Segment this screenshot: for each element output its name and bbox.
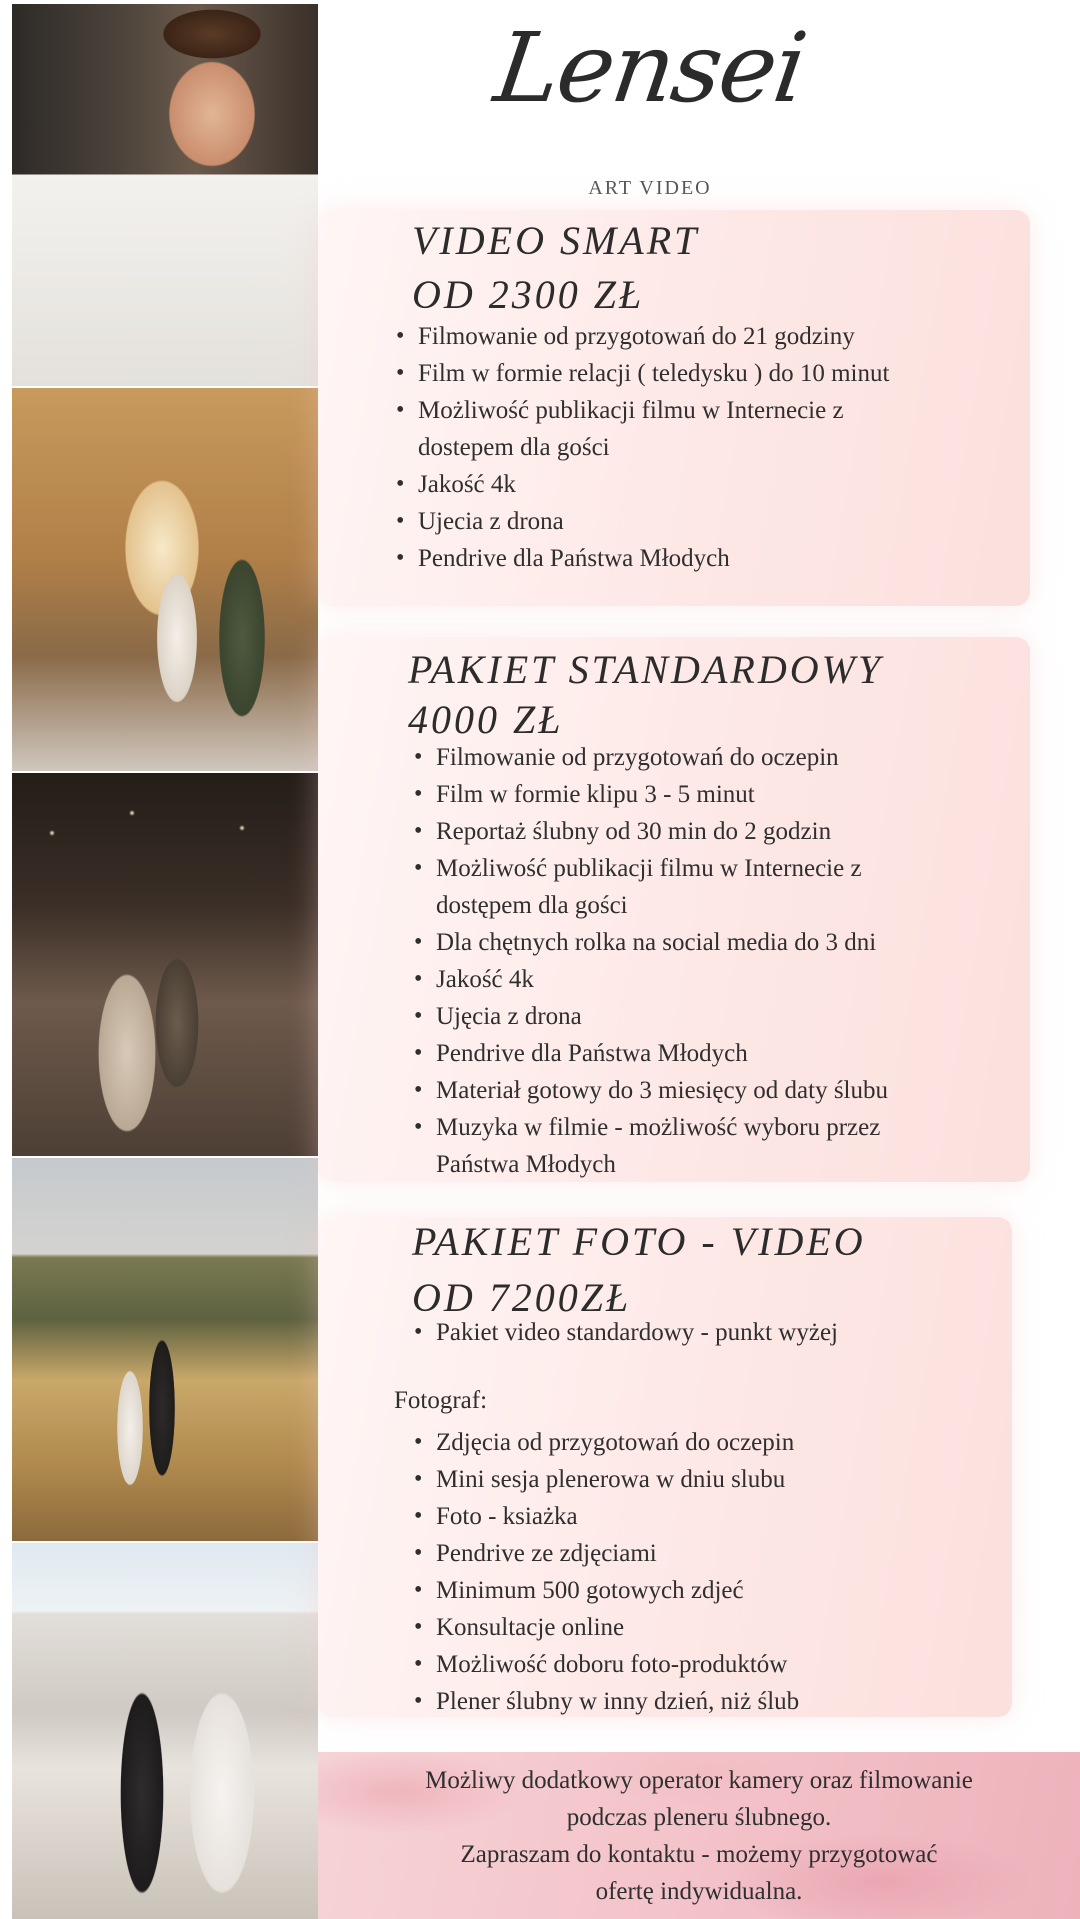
footer-line: Zapraszam do kontaktu - możemy przygotować — [460, 1841, 938, 1868]
logo-wordmark: Lensei — [488, 12, 812, 124]
list-item: • Materiał gotowy do 3 miesięcy od daty ślubu — [414, 1072, 1014, 1109]
photo-groom-bowtie — [12, 4, 318, 386]
footer-line: ofertę indywidualna. — [595, 1878, 803, 1905]
footer-banner — [318, 1752, 1080, 1919]
footer-line: podczas pleneru ślubnego. — [566, 1804, 832, 1831]
list-item: • Reportaż ślubny od 30 min do 2 godzin — [414, 813, 1014, 850]
footer-text — [318, 1762, 1080, 1910]
list-item: • Muzyka w filmie - możliwość wyboru przez — [414, 1109, 1014, 1146]
footer-line: Możliwy dodatkowy operator kamery oraz filmowanie — [425, 1767, 973, 1794]
list-item: • Konsultacje online — [414, 1609, 994, 1646]
list-item: • Filmowanie od przygotowań do oczepin — [414, 739, 1014, 776]
list-item-continuation: dostepem dla gości — [418, 434, 610, 461]
list-item-continuation: dostępem dla gości — [436, 892, 628, 919]
list-item: • Dla chętnych rolka na social media do 3 dni — [414, 924, 1014, 961]
list-item: • Minimum 500 gotowych zdjeć — [414, 1572, 994, 1609]
photographer-feature-list — [414, 1424, 994, 1720]
photo-column — [12, 4, 318, 1919]
package-title-line1: PAKIET STANDARDOWY — [408, 647, 884, 692]
logo-subtitle: ART VIDEO — [588, 177, 712, 199]
list-item: • Plener ślubny w inny dzień, niż ślub — [414, 1683, 994, 1720]
list-item: • Foto - ksiażka — [414, 1498, 994, 1535]
list-item: • Film w formie relacji ( teledysku ) do 10 minut — [396, 355, 1016, 392]
list-item: • Pendrive dla Państwa Młodych — [414, 1035, 1014, 1072]
list-item: • Pakiet video standardowy - punkt wyżej — [414, 1314, 994, 1351]
package-feature-list — [414, 1314, 994, 1351]
list-item: • Filmowanie od przygotowań do 21 godziny — [396, 318, 1016, 355]
list-item: • Możliwość doboru foto-produktów — [414, 1646, 994, 1683]
package-video-smart — [318, 210, 1030, 606]
list-item: • Ujecia z drona — [396, 503, 1016, 540]
package-standard — [318, 637, 1030, 1182]
list-item: • Zdjęcia od przygotowań do oczepin — [414, 1424, 994, 1461]
package-price: OD 7200ZŁ — [412, 1275, 632, 1320]
package-title — [408, 645, 883, 745]
list-item: • Mini sesja plenerowa w dniu slubu — [414, 1461, 994, 1498]
package-title — [412, 1217, 866, 1323]
list-item: • Film w formie klipu 3 - 5 minut — [414, 776, 1014, 813]
list-item: • Pendrive dla Państwa Młodych — [396, 540, 1016, 577]
list-item: • Możliwość publikacji filmu w Internecie z — [414, 850, 1014, 887]
package-price: OD 2300 ZŁ — [412, 272, 645, 317]
package-title-line1: PAKIET FOTO - VIDEO — [412, 1219, 866, 1264]
package-feature-list — [396, 318, 1016, 577]
package-price: 4000 ZŁ — [408, 697, 564, 742]
list-item: • Możliwość publikacji filmu w Internecie z — [396, 392, 1016, 429]
brand-logo — [480, 0, 820, 199]
photo-couple-church — [12, 388, 318, 771]
package-title-line1: VIDEO SMART — [412, 218, 700, 263]
list-item: • Jakość 4k — [414, 961, 1014, 998]
list-item: • Jakość 4k — [396, 466, 1016, 503]
photo-couple-balcony — [12, 1543, 318, 1919]
package-title — [412, 216, 699, 320]
list-item: • Ujęcia z drona — [414, 998, 1014, 1035]
package-foto-video — [318, 1217, 1012, 1717]
photo-sparklers-guests — [12, 773, 318, 1156]
list-item: • Pendrive ze zdjęciami — [414, 1535, 994, 1572]
photographer-heading: Fotograf: — [394, 1387, 488, 1414]
package-feature-list — [414, 739, 1014, 1183]
list-item-continuation: Państwa Młodych — [436, 1151, 616, 1178]
photo-couple-field — [12, 1158, 318, 1541]
